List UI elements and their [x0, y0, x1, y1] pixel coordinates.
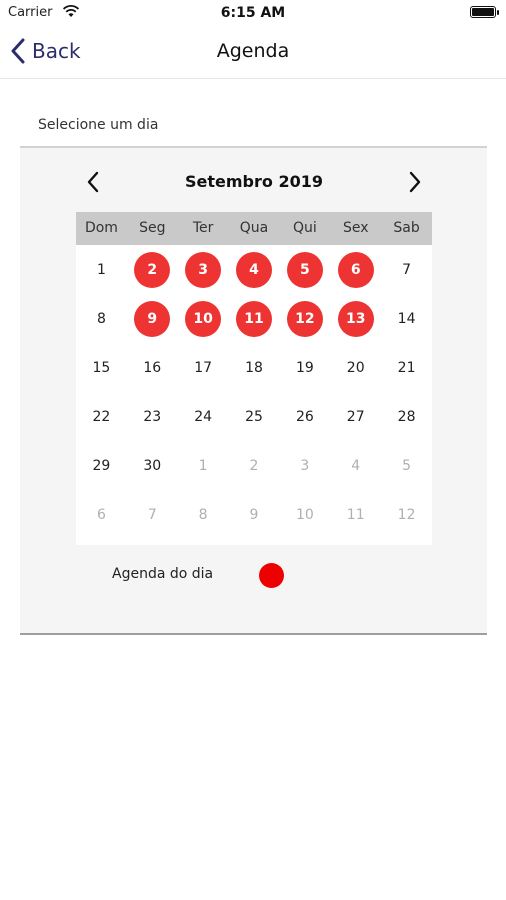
calendar-day-event: 10 — [185, 301, 221, 337]
calendar-day-event: 9 — [134, 301, 170, 337]
calendar-day-other-month: 7 — [147, 506, 157, 523]
calendar-day-other-month: 1 — [198, 457, 208, 474]
status-bar — [0, 0, 506, 28]
calendar-day-cell[interactable] — [127, 392, 178, 441]
calendar-day-cell[interactable] — [229, 294, 280, 343]
month-title: Setembro 2019 — [185, 172, 323, 191]
navigation-bar — [0, 28, 506, 79]
calendar-day-cell[interactable] — [229, 392, 280, 441]
calendar-week-row — [76, 343, 432, 392]
calendar-grid — [76, 212, 432, 545]
calendar-day-cell[interactable] — [178, 441, 229, 490]
weekday-label: Sab — [393, 220, 420, 236]
calendar-day: 27 — [346, 408, 365, 425]
calendar-day: 24 — [194, 408, 213, 425]
calendar-day-cell[interactable] — [381, 343, 432, 392]
back-label: Back — [32, 39, 81, 63]
calendar-day-event: 6 — [338, 252, 374, 288]
weekday-label: Sex — [342, 220, 369, 236]
calendar-day: 25 — [245, 408, 263, 425]
calendar-week-row — [76, 441, 432, 490]
calendar-day-cell[interactable] — [330, 294, 381, 343]
calendar-day-cell[interactable] — [76, 245, 127, 294]
calendar-day: 21 — [397, 359, 416, 376]
calendar-week-row — [76, 490, 432, 539]
section-label: Selecione um dia — [38, 117, 159, 133]
calendar-day-other-month: 4 — [351, 457, 361, 474]
calendar-day-other-month: 12 — [397, 506, 416, 523]
days-grid — [76, 245, 432, 539]
weekday-label: Qui — [292, 220, 317, 236]
calendar-day: 28 — [397, 408, 416, 425]
calendar-day: 22 — [92, 408, 111, 425]
weekday-label: Ter — [192, 220, 214, 236]
calendar-day-cell[interactable] — [229, 343, 280, 392]
calendar-day-event: 4 — [236, 252, 272, 288]
calendar-day: 1 — [96, 261, 106, 278]
calendar-week-row — [76, 245, 432, 294]
chevron-right-icon — [408, 171, 422, 193]
calendar-day: 29 — [92, 457, 111, 474]
calendar-day-cell[interactable] — [229, 490, 280, 539]
calendar-day: 14 — [397, 310, 416, 327]
calendar-day-cell[interactable] — [381, 245, 432, 294]
calendar-day: 20 — [346, 359, 365, 376]
calendar-day-event: 13 — [338, 301, 374, 337]
calendar-day-cell[interactable] — [76, 392, 127, 441]
calendar-day-cell[interactable] — [229, 245, 280, 294]
calendar-day-cell[interactable] — [381, 294, 432, 343]
calendar-day: 8 — [96, 310, 106, 327]
calendar-day-cell[interactable] — [279, 441, 330, 490]
weekday-header — [76, 212, 432, 245]
calendar-day: 23 — [143, 408, 162, 425]
battery-icon — [470, 6, 496, 18]
calendar-day: 30 — [143, 457, 162, 474]
calendar-day-cell[interactable] — [127, 294, 178, 343]
calendar-day-event: 3 — [185, 252, 221, 288]
weekday-label: Seg — [139, 220, 166, 236]
legend-dot — [259, 563, 284, 588]
calendar-day-cell[interactable] — [330, 245, 381, 294]
page-title: Agenda — [216, 40, 290, 62]
calendar-day: 26 — [295, 408, 314, 425]
calendar-day-cell[interactable] — [330, 343, 381, 392]
calendar-day-cell[interactable] — [127, 245, 178, 294]
calendar-day-cell[interactable] — [178, 490, 229, 539]
calendar-day-cell[interactable] — [330, 392, 381, 441]
calendar-day: 15 — [92, 359, 111, 376]
calendar-day-cell[interactable] — [76, 490, 127, 539]
calendar-day-cell[interactable] — [279, 245, 330, 294]
calendar-day-cell[interactable] — [279, 343, 330, 392]
calendar-panel — [20, 146, 487, 635]
calendar-day-cell[interactable] — [127, 490, 178, 539]
calendar-day-cell[interactable] — [381, 441, 432, 490]
calendar-day-cell[interactable] — [330, 441, 381, 490]
weekday-label: Qua — [239, 220, 269, 236]
calendar-day-cell[interactable] — [76, 294, 127, 343]
calendar-day: 7 — [402, 261, 412, 278]
calendar-day: 18 — [245, 359, 263, 376]
calendar-day-other-month: 5 — [402, 457, 412, 474]
calendar-week-row — [76, 294, 432, 343]
calendar-day-other-month: 8 — [198, 506, 208, 523]
calendar-week-row — [76, 392, 432, 441]
calendar-day-event: 5 — [287, 252, 323, 288]
calendar-day-cell[interactable] — [127, 441, 178, 490]
calendar-day-cell[interactable] — [279, 392, 330, 441]
calendar-day: 16 — [143, 359, 162, 376]
calendar-day: 17 — [194, 359, 213, 376]
calendar-day-cell[interactable] — [178, 343, 229, 392]
calendar-day-cell[interactable] — [381, 490, 432, 539]
calendar-day-other-month: 3 — [300, 457, 310, 474]
calendar-day-other-month: 2 — [249, 457, 259, 474]
calendar-day-cell[interactable] — [178, 294, 229, 343]
status-time: 6:15 AM — [220, 5, 286, 21]
calendar-day-cell[interactable] — [178, 245, 229, 294]
calendar-day-cell[interactable] — [127, 343, 178, 392]
calendar-day-other-month: 9 — [249, 506, 259, 523]
calendar-day-cell[interactable] — [76, 441, 127, 490]
calendar-day-event: 12 — [287, 301, 323, 337]
next-month-button[interactable] — [402, 168, 428, 196]
calendar-day-cell[interactable] — [279, 490, 330, 539]
carrier-label: Carrier — [8, 5, 53, 20]
calendar-day-cell[interactable] — [76, 343, 127, 392]
calendar-day-event: 2 — [134, 252, 170, 288]
calendar-header — [76, 166, 432, 200]
calendar-day-cell[interactable] — [330, 490, 381, 539]
calendar-day: 19 — [295, 359, 314, 376]
calendar-day-other-month: 10 — [295, 506, 314, 523]
calendar-day-cell[interactable] — [279, 294, 330, 343]
calendar-day-cell[interactable] — [229, 441, 280, 490]
calendar-day-cell[interactable] — [178, 392, 229, 441]
weekday-label: Dom — [84, 220, 118, 236]
calendar-day-cell[interactable] — [381, 392, 432, 441]
legend-label: Agenda do dia — [112, 566, 214, 582]
calendar-day-other-month: 6 — [96, 506, 106, 523]
calendar-day-other-month: 11 — [346, 506, 365, 523]
calendar-day-event: 11 — [236, 301, 272, 337]
